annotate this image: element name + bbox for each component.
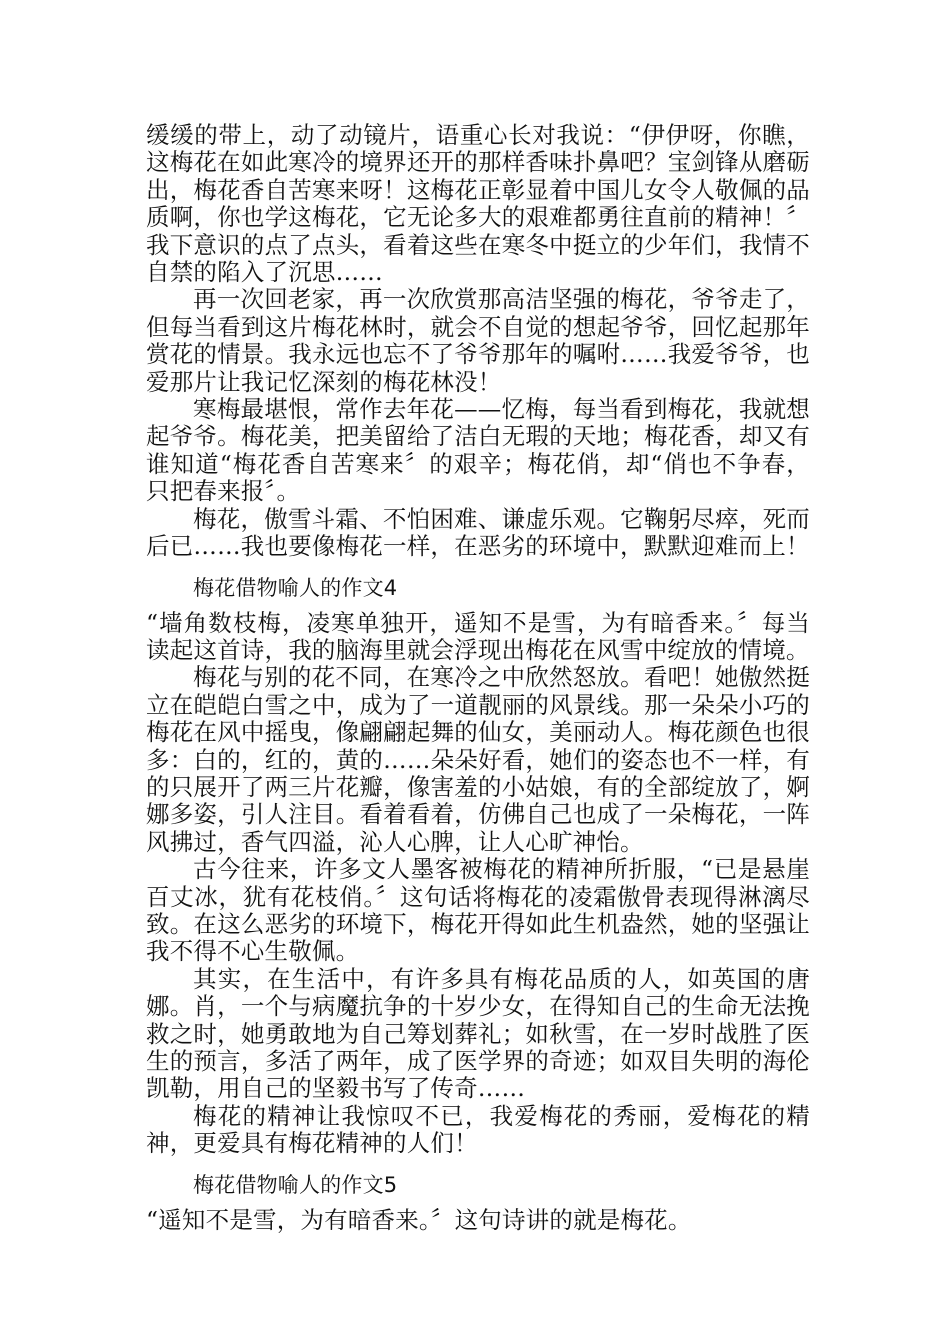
paragraph-5: “墙角数枝梅，凌寒单独开，遥知不是雪，为有暗香来。〞每当读起这首诗，我的脑海里就会浮现出梅花在风雪中绽放的情境。: [146, 608, 810, 664]
paragraph-3: 寒梅最堪恨，常作去年花——忆梅，每当看到梅花，我就想起爷爷。梅花美，把美留给了洁白无瑕的天地；梅花香，却又有谁知道“梅花香自苦寒来〞的艰辛；梅花俏，却“俏也不争春，只把春来报〞。: [146, 395, 810, 506]
paragraph-6: 梅花与别的花不同，在寒冷之中欣然怒放。看吧！她傲然挺立在皑皑白雪之中，成为了一道靓丽的风景线。那一朵朵小巧的梅花在风中摇曳，像翩翩起舞的仙女，美丽动人。梅花颜色也很多：白的，红的，黄的……朵朵好看，她们的姿态也不一样，有的只展开了两三片花瓣，像害羞的小姑娘，有的全部绽放了，婀娜多姿，引人注目。看着看着，仿佛自己也成了一朵梅花，一阵风拂过，香气四溢，沁人心脾，让人心旷神怡。: [146, 663, 810, 856]
section-heading-5: 梅花借物喻人的作文5: [193, 1172, 398, 1197]
paragraph-4: 梅花，傲雪斗霜、不怕困难、谦虚乐观。它鞠躬尽瘁，死而后已……我也要像梅花一样，在恶劣的环境中，默默迎难而上！: [146, 504, 810, 561]
paragraph-7: 古今往来，许多文人墨客被梅花的精神所折服，“已是悬崖百丈冰，犹有花枝俏。〞这句话将梅花的凌霜傲骨表现得淋漓尽致。在这么恶劣的环境下，梅花开得如此生机盎然，她的坚强让我不得不心生敬佩。: [146, 855, 810, 966]
paragraph-2: 再一次回老家，再一次欣赏那高洁坚强的梅花，爷爷走了，但每当看到这片梅花林时，就会不自觉的想起爷爷，回忆起那年赏花的情景。我永远也忘不了爷爷那年的嘱咐……我爱爷爷，也爱那片让我记忆深刻的梅花林没！: [146, 285, 810, 396]
paragraph-9: 梅花的精神让我惊叹不已，我爱梅花的秀丽，爱梅花的精神，更爱具有梅花精神的人们！: [146, 1101, 810, 1158]
document-body: [146, 122, 810, 1234]
section-heading-4: 梅花借物喻人的作文4: [193, 575, 398, 600]
paragraph-10: “遥知不是雪，为有暗香来。〞这句诗讲的就是梅花。: [146, 1205, 692, 1234]
paragraph-8: 其实，在生活中，有许多具有梅花品质的人，如英国的唐娜。肖，一个与病魔抗争的十岁少女，在得知自己的生命无法挽救之时，她勇敢地为自己筹划葬礼；如秋雪，在一岁时战胜了医生的预言，多活了两年，成了医学界的奇迹；如双目失明的海伦凯勒，用自己的坚毅书写了传奇……: [146, 964, 810, 1103]
paragraph-1: 缓缓的带上，动了动镜片，语重心长对我说：“伊伊呀，你瞧，这梅花在如此寒冷的境界还开的那样香味扑鼻吧？宝剑锋从磨砺出，梅花香自苦寒来呀！这梅花正彰显着中国儿女令人敬佩的品质啊，你也学这梅花，它无论多大的艰难都勇往直前的精神！〞我下意识的点了点头，看着这些在寒冬中挺立的少年们，我情不自禁的陷入了沉思……: [146, 121, 810, 287]
